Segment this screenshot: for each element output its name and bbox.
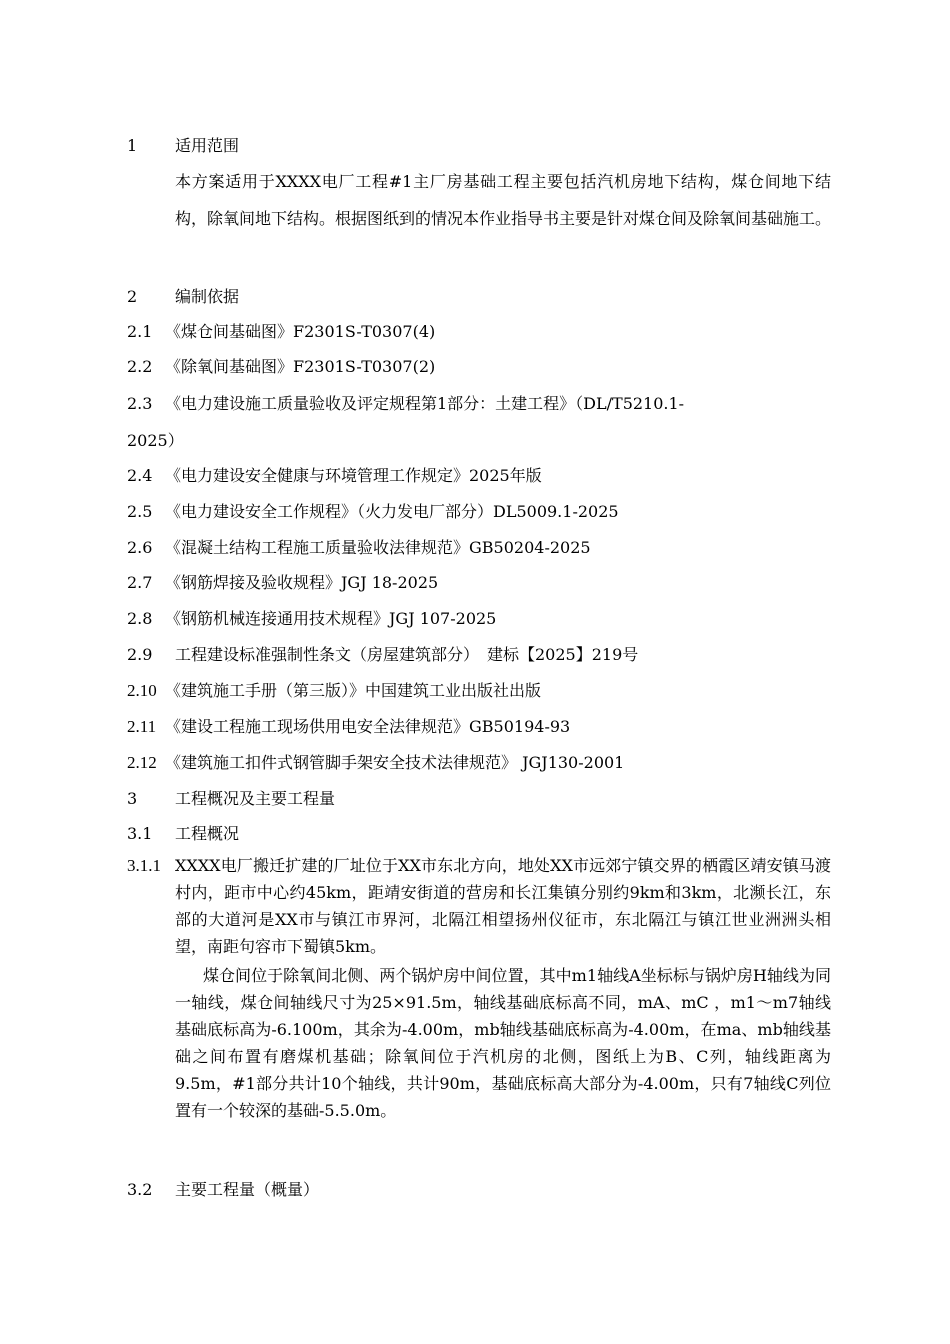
section-title: 工程概况 <box>175 824 240 843</box>
reference-text: 《电力建设施工质量验收及评定规程第1部分：土建工程》（DL/T5210.1- <box>165 394 685 413</box>
reference-number: 2.4 <box>127 466 153 485</box>
section-title: 主要工程量（概量） <box>175 1180 320 1199</box>
section-number: 3 <box>127 789 138 808</box>
reference-text: 《建筑施工扣件式钢管脚手架安全技术法律规范》 JGJ130-2001 <box>165 753 625 772</box>
reference-number: 2.10 <box>127 681 157 700</box>
reference-text: 《钢筋机械连接通用技术规程》JGJ 107-2025 <box>165 609 497 628</box>
reference-number: 2.7 <box>127 573 153 592</box>
reference-number: 2.1 <box>127 322 153 341</box>
reference-number: 2.2 <box>127 357 153 376</box>
reference-number: 2.12 <box>127 753 157 772</box>
reference-text: 《电力建设安全工作规程》（火力发电厂部分）DL5009.1-2025 <box>165 502 619 521</box>
foundation-description-paragraph: 煤仓间位于除氧间北侧、两个锅炉房中间位置，其中m1轴线A坐标标与锅炉房H轴线为同一轴线，煤仓间轴线尺寸为25×91.5m，轴线基础底标高不同，mA、mC ，m1～m7轴线基础底标高为-6.100m，其余为-4.00m，mb轴线基础底标高为-4.00m，在ma、mb轴线基础之间布置有磨煤机基础；除氧间位于汽机房的北侧，图纸上为B、C列，轴线距离为9.5m，#1部分共计10个轴线，共计90m，基础底标高大部分为-4.00m，只有7轴线C列位置有一个较深的基础-5.5.0m。 <box>175 966 831 1120</box>
reference-text: 2025） <box>127 431 184 450</box>
section-number: 3.1 <box>127 824 153 843</box>
reference-number: 2.11 <box>127 717 157 736</box>
section-1-body: 本方案适用于XXXX电厂工程#1主厂房基础工程主要包括汽机房地下结构，煤仓间地下结构，除氧间地下结构。根据图纸到的情况本作业指导书主要是针对煤仓间及除氧间基础施工。 <box>175 172 832 228</box>
reference-text: 《除氧间基础图》F2301S-T0307(2) <box>165 357 436 376</box>
reference-number: 2.3 <box>127 394 153 413</box>
reference-text: 工程建设标准强制性条文（房屋建筑部分） 建标【2025】219号 <box>175 645 639 664</box>
reference-text: 《煤仓间基础图》F2301S-T0307(4) <box>165 322 436 341</box>
section-title: 工程概况及主要工程量 <box>175 789 336 808</box>
reference-text: 《混凝土结构工程施工质量验收法律规范》GB50204-2025 <box>165 538 591 557</box>
reference-number: 2.6 <box>127 538 153 557</box>
reference-number: 2.9 <box>127 645 153 664</box>
reference-text: 《钢筋焊接及验收规程》JGJ 18-2025 <box>165 573 439 592</box>
section-number: 3.1.1 <box>127 856 161 875</box>
reference-text: 《电力建设安全健康与环境管理工作规定》2025年版 <box>165 466 542 485</box>
section-title: 适用范围 <box>175 136 240 155</box>
reference-number: 2.8 <box>127 609 153 628</box>
reference-text: 《建设工程施工现场供用电安全法律规范》GB50194-93 <box>165 717 571 736</box>
section-number: 3.2 <box>127 1180 153 1199</box>
section-number: 1 <box>127 136 138 155</box>
project-location-paragraph: XXXX电厂搬迁扩建的厂址位于XX市东北方向，地处XX市远郊宁镇交界的栖霞区靖安镇马渡村内，距市中心约45km，距靖安街道的营房和长江集镇分别约9km和3km，北濒长江，东部的大道河是XX市与镇江市界河，北隔江相望扬州仪征市，东北隔江与镇江世业洲洲头相望，南距句容市下蜀镇5km。 <box>175 856 831 956</box>
section-title: 编制依据 <box>175 287 240 306</box>
reference-number: 2.5 <box>127 502 153 521</box>
section-number: 2 <box>127 287 138 306</box>
reference-text: 《建筑施工手册（第三版）》中国建筑工业出版社出版 <box>165 681 542 700</box>
